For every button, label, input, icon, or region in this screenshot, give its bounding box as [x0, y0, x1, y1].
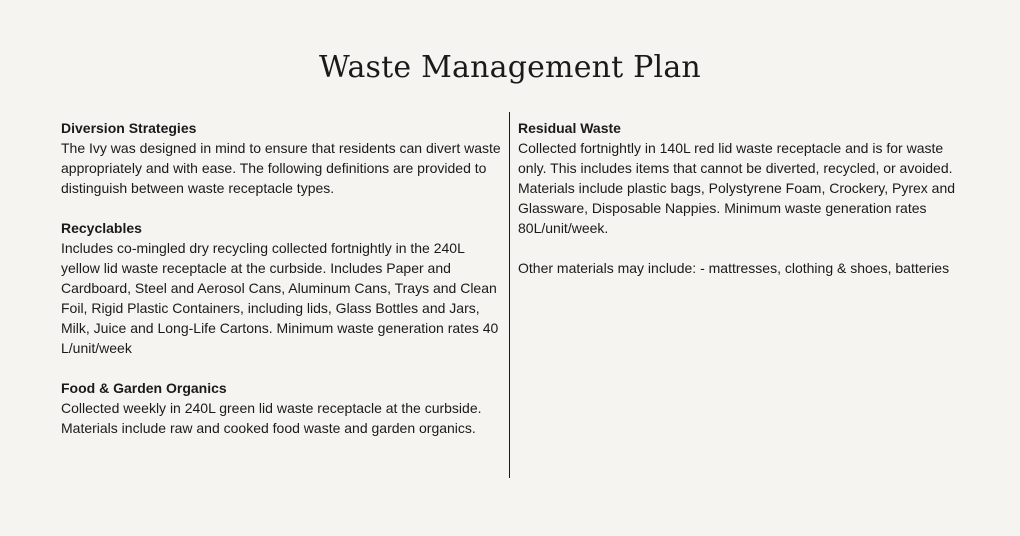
column-divider — [509, 112, 510, 478]
section-heading: Diversion Strategies — [61, 120, 197, 136]
section-heading: Recyclables — [61, 220, 142, 236]
section-body: Collected weekly in 240L green lid waste receptacle at the curbside. Materials include raw and cooked food waste and garden organics. — [61, 400, 482, 436]
left-column — [61, 118, 501, 458]
section-heading: Residual Waste — [518, 120, 621, 136]
section-other-materials — [518, 258, 968, 278]
section-food-garden-organics — [61, 378, 501, 438]
section-body: The Ivy was designed in mind to ensure that residents can divert waste appropriately and with ease. The following definitions are provided to distinguish between waste receptacle types. — [61, 140, 501, 196]
section-body: Other materials may include: - mattresses, clothing & shoes, batteries — [518, 260, 950, 276]
right-column — [518, 118, 968, 298]
section-residual-waste — [518, 118, 968, 238]
section-recyclables — [61, 218, 501, 358]
page-title: Waste Management Plan — [319, 50, 701, 85]
section-diversion-strategies — [61, 118, 501, 198]
section-heading: Food & Garden Organics — [61, 380, 227, 396]
section-body: Collected fortnightly in 140L red lid waste receptacle and is for waste only. This includes items that cannot be diverted, recycled, or avoided. Materials include plastic bags, Polystyrene Foam, Crockery, Pyrex and Glassware, Disposable Nappies. Minimum waste generation rates 80L/unit/week. — [518, 140, 956, 236]
section-body: Includes co-mingled dry recycling collected fortnightly in the 240L yellow lid waste receptacle at the curbside. Includes Paper and Cardboard, Steel and Aerosol Cans, Aluminum Cans, Trays and Clean Foil, Rigid Plastic Containers, including lids, Glass Bottles and Jars, Milk, Juice and Long-Life Cartons. Minimum waste generation rates 40 L/unit/week — [61, 240, 499, 356]
